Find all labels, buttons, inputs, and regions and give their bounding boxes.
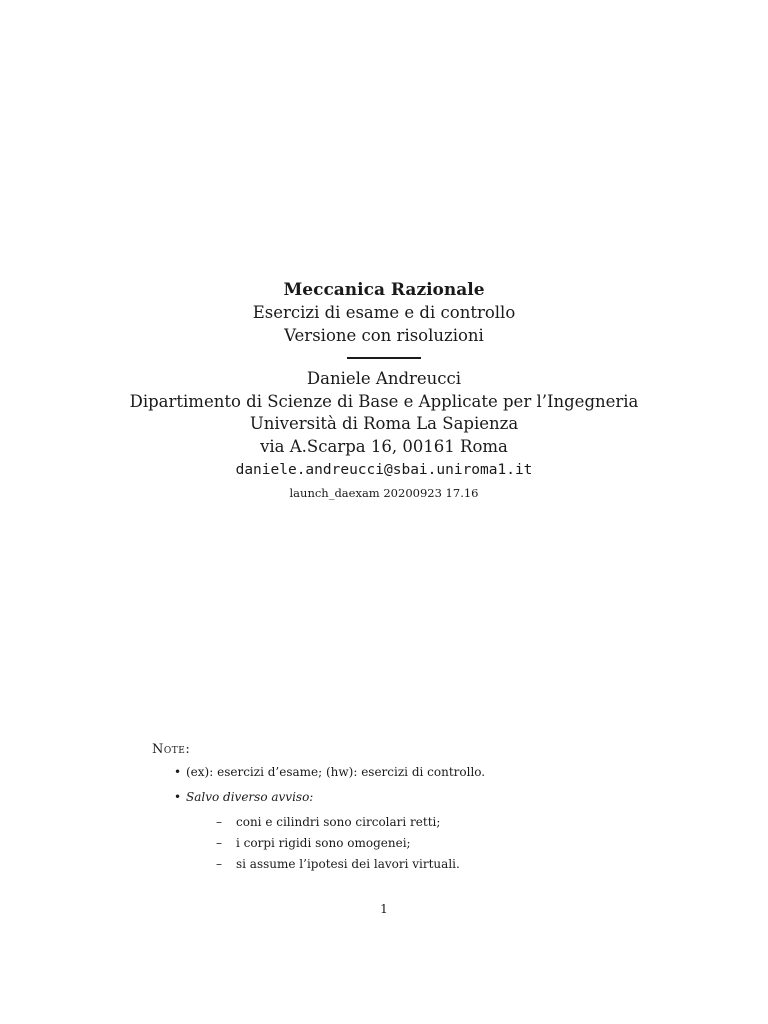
title-rule bbox=[347, 357, 421, 359]
author-address: via A.Scarpa 16, 00161 Roma bbox=[260, 436, 508, 456]
dash-icon: – bbox=[216, 815, 222, 829]
notes-section bbox=[152, 742, 712, 882]
list-item bbox=[152, 765, 712, 780]
note-default-assumptions: Salvo diverso avviso: bbox=[186, 790, 314, 804]
assumption-text: i corpi rigidi sono omogenei; bbox=[236, 836, 411, 850]
author-name: Daniele Andreucci bbox=[306, 369, 462, 388]
assumption-text: coni e cilindri sono circolari retti; bbox=[236, 815, 441, 829]
list-item bbox=[186, 815, 712, 830]
page-number: 1 bbox=[380, 902, 388, 916]
document-subtitle: Esercizi di esame e di controllo bbox=[252, 303, 516, 322]
build-version: launch_daexam 20200923 17.16 bbox=[289, 486, 479, 500]
bullet-icon: • bbox=[174, 790, 182, 804]
list-item bbox=[186, 836, 712, 851]
document-title: Meccanica Razionale bbox=[283, 280, 485, 300]
notes-list bbox=[152, 765, 712, 872]
author-email: daniele.andreucci@sbai.uniroma1.it bbox=[235, 462, 533, 478]
list-item bbox=[186, 857, 712, 872]
notes-heading: Note: bbox=[152, 742, 191, 757]
dash-icon: – bbox=[216, 857, 222, 871]
author-department: Dipartimento di Scienze di Base e Applicate per l’Ingegneria bbox=[129, 391, 639, 411]
author-university: Università di Roma La Sapienza bbox=[249, 414, 519, 433]
bullet-icon: • bbox=[174, 765, 182, 779]
document-version-label: Versione con risoluzioni bbox=[284, 325, 484, 345]
title-block bbox=[0, 278, 768, 504]
list-item bbox=[152, 790, 712, 872]
assumptions-list bbox=[186, 815, 712, 872]
note-exercise-types: (ex): esercizi d’esame; (hw): esercizi di controllo. bbox=[186, 765, 486, 779]
assumption-text: si assume l’ipotesi dei lavori virtuali. bbox=[236, 857, 460, 871]
dash-icon: – bbox=[216, 836, 222, 850]
